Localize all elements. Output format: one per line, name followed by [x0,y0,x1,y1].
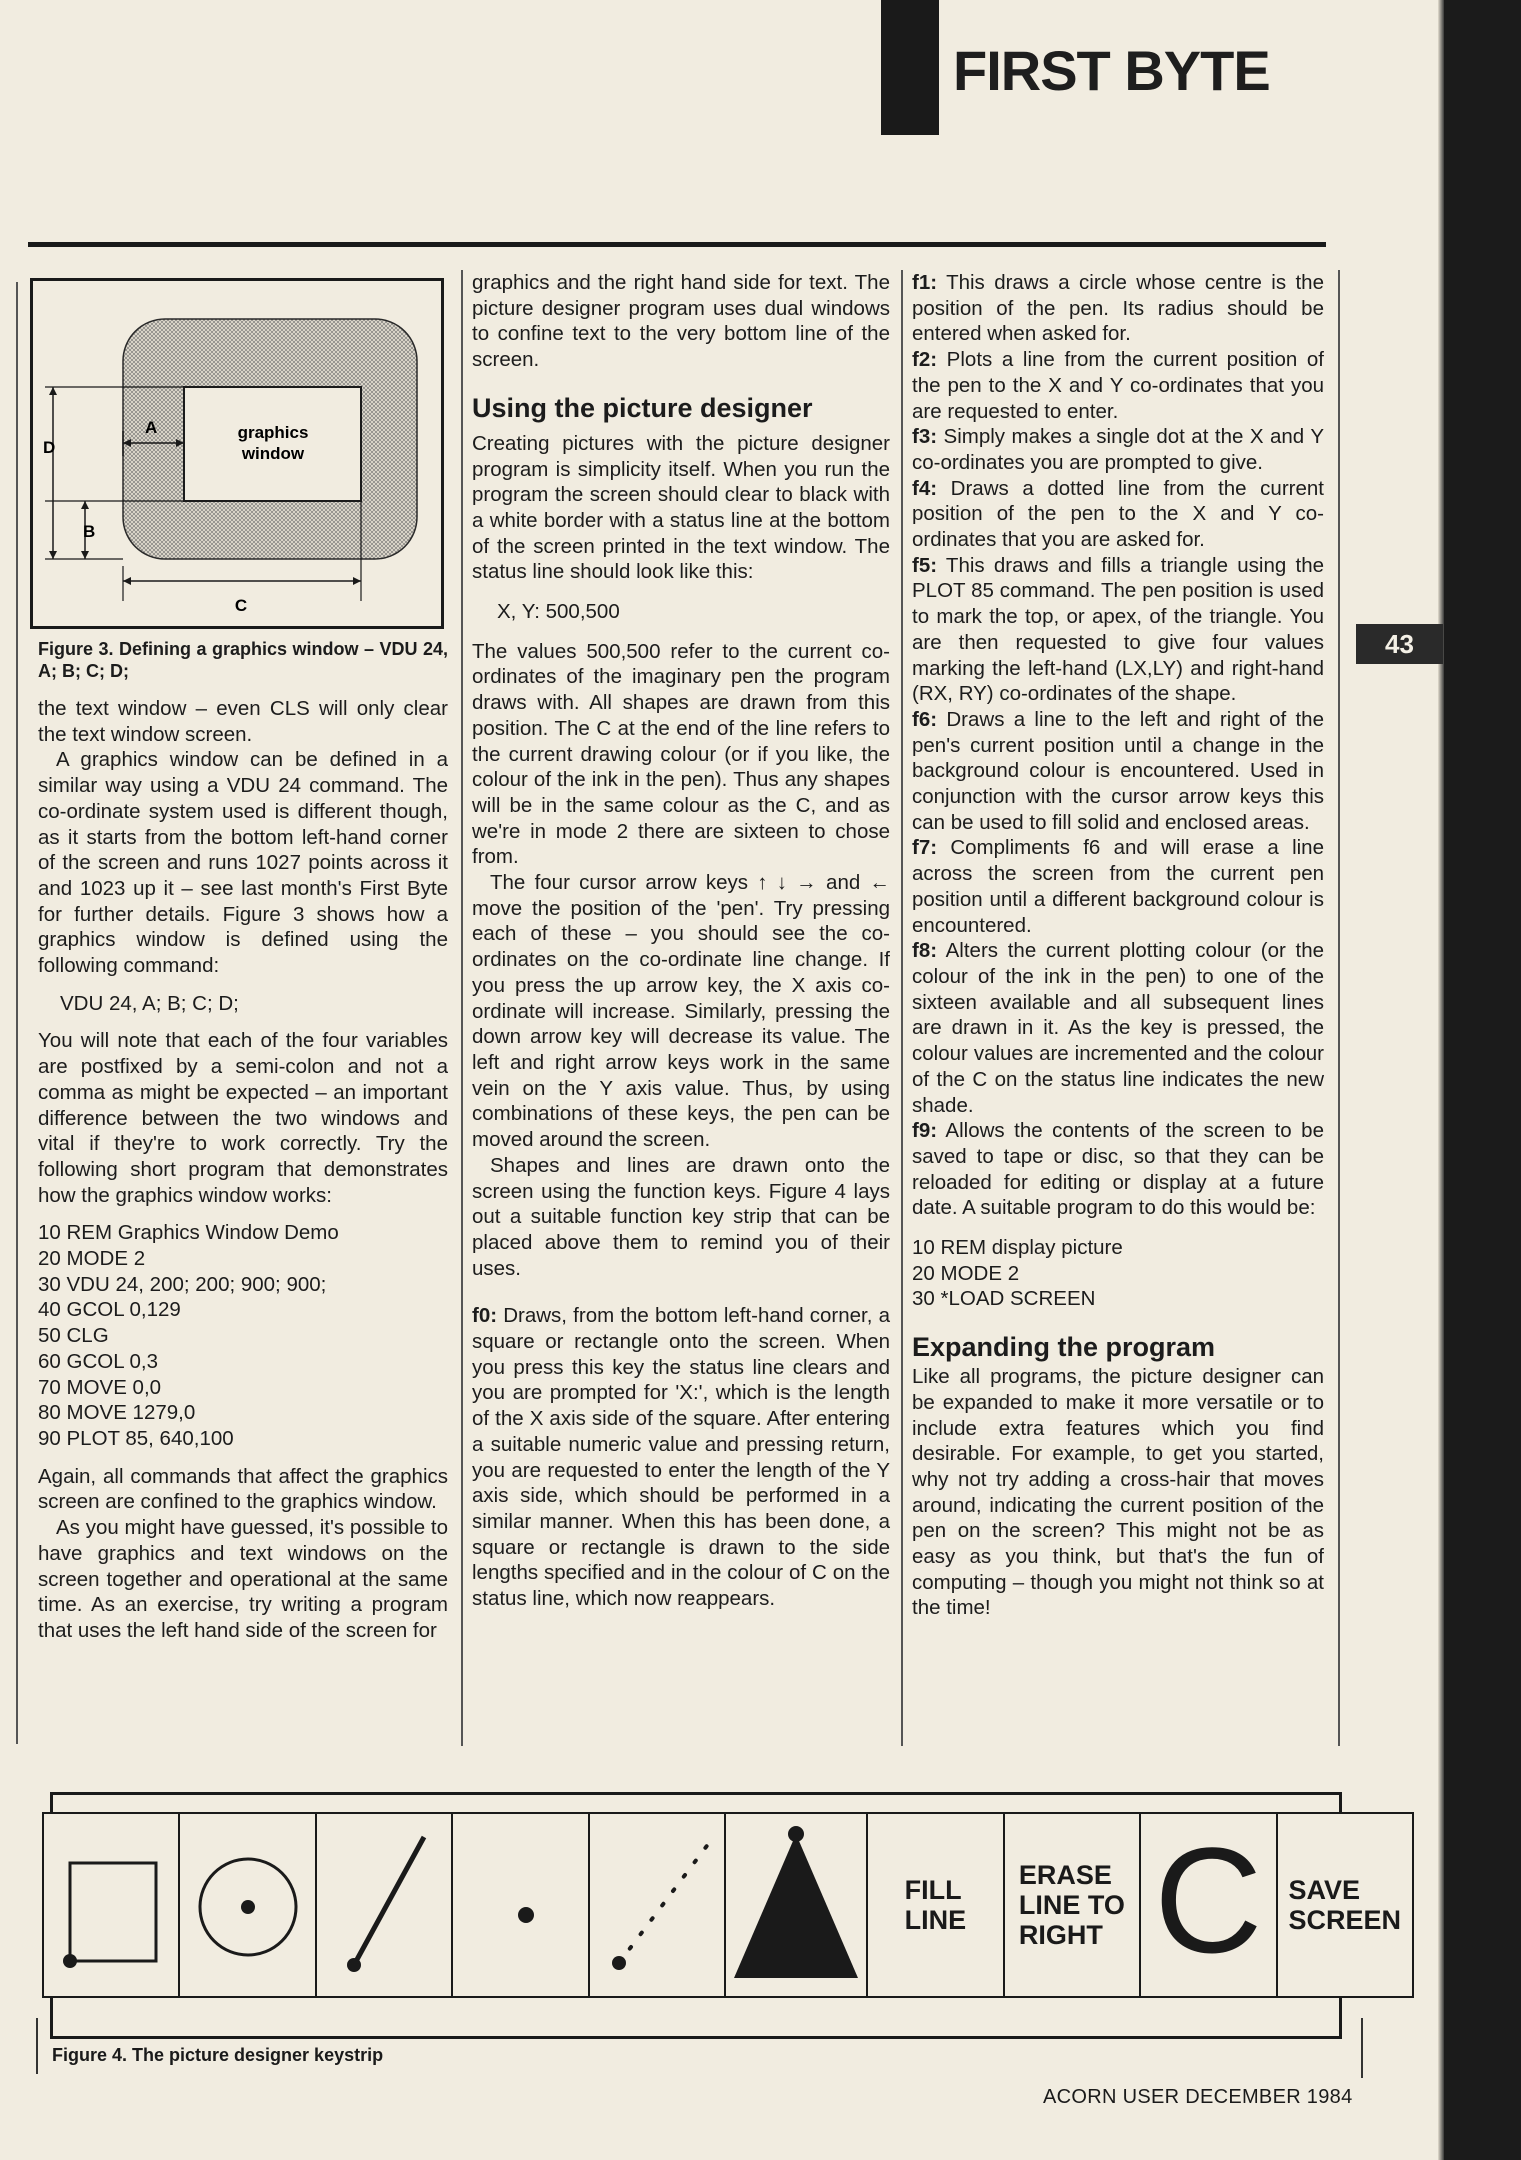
key-f9-save-screen [1278,1814,1412,1996]
divider [1361,2018,1363,2078]
code-line: 70 MOVE 0,0 [38,1375,162,1399]
key-label-line: LINE TO [1018,1890,1125,1920]
code-line: VDU 24, A; B; C; D; [60,991,239,1015]
function-key-f0 [472,1303,890,1611]
paragraph: A graphics window can be defined in a similar way using a VDU 24 command. The co-ordinate system used is different though, as it starts from the bottom left-hand corner of the screen and runs 1027 points across it and 1023 up it – see last month's First Byte for further details. Figure 3 shows how a graphics window is defined using the following command: [38,748,448,978]
column-1 [38,638,448,1644]
figure-4-caption: Figure 4. The picture designer keystrip [52,2045,384,2065]
window-label: window [241,444,305,463]
column-divider [461,270,463,1746]
dot-icon [461,1835,581,1975]
fkey-label: f5: [912,553,938,577]
column-divider [1338,270,1340,1746]
page-edge [1444,0,1521,2160]
label-c: C [234,596,248,615]
label-b: B [83,522,96,541]
program-listing [912,1235,1324,1312]
line-icon [324,1825,444,1985]
fkey-label: f9: [912,1119,938,1143]
fkey-description: Draws a dotted line from the current position of the pen to the X and Y co-ordinates that you are asked for. [912,476,1324,552]
fkey-description: Compliments f6 and will erase a line across the screen from the current pen position until a different background colour is encountered. [912,836,1324,937]
fkey-description: This draws a circle whose centre is the position of the pen. Its radius should be entered when asked for. [912,271,1324,346]
key-f4-dotted-line [590,1814,726,1996]
key-f8-colour [1141,1814,1277,1996]
fkey-label: f4: [912,476,938,500]
paragraph: Like all programs, the picture designer can be expanded to make it more versatile or to include extra features which you find desirable. For example, to get you started, why not try adding a cross-hair that moves around, indicating the current position of the pen on the screen? This might not be as easy as you think, but that's the fun of computing – though you might not think so at the time! [912,1365,1324,1620]
square-icon [56,1835,166,1975]
header-bar [881,0,939,135]
divider [36,2018,38,2074]
fkey-description: Simply makes a single dot at the X and Y co-ordinates you are prompted to give. [912,425,1324,474]
fkey-description: Draws a line to the left and right of the pen's current position until a change in the background colour is encountered. Used in conjunction with the cursor arrow keys this can be used to fill solid and enclosed areas. [912,707,1324,834]
code-line: 80 MOVE 1279,0 [38,1401,196,1425]
code-line: 50 CLG [38,1324,109,1348]
paragraph: the text window – even CLS will only clear the text window screen. [38,697,448,746]
section-heading: Expanding the program [912,1332,1216,1363]
function-key-item [912,424,1324,475]
section-heading: Using the picture designer [472,392,813,423]
status-line-example: X, Y: 500,500 [497,600,620,624]
function-key-item [912,1118,1324,1221]
header-title: FIRST BYTE [953,39,1270,102]
paragraph: graphics and the right hand side for text. The picture designer program uses dual windows to confine text to the very bottom line of the screen. [472,271,890,372]
paragraph: Again, all commands that affect the graphics screen are confined to the graphics window. [38,1464,448,1514]
program-listing [38,1220,448,1451]
key-label-line: SAVE [1288,1875,1360,1905]
code-line: 40 GCOL 0,129 [38,1298,181,1322]
fkey-label: f0: [472,1304,498,1328]
code-line: 30 VDU 24, 200; 200; 900; 900; [38,1272,327,1296]
column-3 [912,270,1324,1621]
code-line: 20 MODE 2 [912,1261,1020,1285]
graphics-label: graphics [237,423,309,442]
key-label-line: FILL [904,1875,962,1905]
fkey-description: Allows the contents of the screen to be saved to tape or disc, so that they can be reloaded for editing or display at a future date. A suitable program to do this would be: [912,1119,1324,1220]
function-key-item [912,270,1324,347]
paragraph: You will note that each of the four variables are postfixed by a semi-colon and not a comma as might be expected – an important difference between the two windows and vital if they're to work correctly. Try the following short program that demonstrates how the graphics window works: [38,1029,448,1207]
key-f5-triangle [726,1814,868,1996]
key-label-line: ERASE [1018,1860,1112,1890]
key-f7-erase-line [1005,1814,1141,1996]
column-divider [16,282,18,1744]
key-f6-fill-line [868,1814,1004,1996]
code-line: 10 REM display picture [912,1236,1123,1260]
fkey-description: Alters the current plotting colour (or the colour of the ink in the pen) to one of the sixteen available and all subsequent lines are drawn in it. As the key is pressed, the colour values are incremented and the colour of the C on the status line indicates the new shade. [912,939,1324,1117]
paragraph: The four cursor arrow keys ↑ ↓ → and ← move the position of the 'pen'. Try pressing each of these – you should see the co-ordinates on the co-ordinate line change. If you press the up arrow key, the X axis co-ordinate will increase. Similarly, pressing the down arrow key will decrease its value. The left and right arrow keys work in the same vein on the Y axis value. Thus, by using combinations of these keys, the pen can be moved around the screen. [472,871,890,1152]
code-line: 10 REM Graphics Window Demo [38,1221,339,1245]
key-f0-square [44,1814,180,1996]
key-label-line: LINE [904,1905,967,1935]
function-key-item [912,476,1324,553]
page-footer: ACORN USER DECEMBER 1984 [1043,2086,1353,2108]
key-label-line: RIGHT [1018,1920,1103,1950]
key-f2-line [317,1814,453,1996]
figure-3-caption: Figure 3. Defining a graphics window – VDU 24, A; B; C; D; [38,639,448,681]
fkey-description: Draws, from the bottom left-hand corner, a square or rectangle onto the screen. When you press this key the status line clears and you are prompted for 'X:', which is the length of the X axis side of the square. After entering a suitable numeric value and pressing return, you are requested to enter the length of the Y axis side, which should be performed in a similar manner. When this has been done, a square or rectangle is drawn to the side lengths specified and in the colour of C on the status line, which now reappears. [472,1304,890,1611]
function-key-item [912,835,1324,938]
fkey-label: f3: [912,425,938,449]
page-number-tab [1356,624,1443,664]
dotted-line-icon [597,1825,717,1985]
code-line: 30 *LOAD SCREEN [912,1287,1096,1311]
header-rule [28,242,1326,247]
fkey-description: Plots a line from the current position of the pen to the X and Y co-ordinates that you are requested to enter. [912,348,1324,423]
fkey-label: f7: [912,836,938,860]
fkey-label: f6: [912,707,938,731]
code-line: 90 PLOT 85, 640,100 [38,1426,234,1450]
fkey-description: This draws and fills a triangle using the PLOT 85 command. The pen position is used to mark the top, or apex, of the triangle. You are then requested to give four values marking the left-hand (LX,LY) and right-hand (RX, RY) co-ordinates of the shape. [912,553,1324,706]
label-a: A [145,418,158,437]
triangle-icon [726,1820,866,1990]
function-key-item [912,553,1324,707]
page-number: 43 [1385,628,1414,659]
column-divider [901,270,903,1746]
figure-4-keystrip [30,1780,1401,2040]
fkey-label: f8: [912,939,938,963]
fkey-label: f2: [912,348,938,372]
graphics-window-diagram [33,281,441,626]
figure-3-diagram [30,278,444,629]
key-f3-dot [453,1814,589,1996]
function-key-item [912,938,1324,1118]
paragraph: Shapes and lines are drawn onto the screen using the function keys. Figure 4 lays out a suitable function key strip that can be placed above them to remind you of their uses. [472,1153,890,1280]
paragraph: The values 500,500 refer to the current co-ordinates of the imaginary pen the program draws with. All shapes are drawn from this position. The C at the end of the line refers to the current drawing colour (or if you like, the colour of the ink in the pen). Thus any shapes will be in the same colour as the C, and as we're in mode 2 there are sixteen to chose from. [472,639,890,869]
code-line: 60 GCOL 0,3 [38,1349,159,1373]
label-d: D [43,438,56,457]
function-key-item [912,347,1324,424]
key-label-line: SCREEN [1288,1905,1401,1935]
code-line: 20 MODE 2 [38,1247,146,1271]
keystrip [42,1812,1414,1998]
colour-c-icon: C [1154,1816,1263,1984]
circle-icon [188,1835,308,1975]
column-2 [472,270,890,1612]
function-key-item [912,707,1324,836]
paragraph: As you might have guessed, it's possible to have graphics and text windows on the screen together and operational at the same time. As an exercise, try writing a program that uses the left hand side of the screen for [38,1516,448,1642]
key-f1-circle [180,1814,316,1996]
fkey-label: f1: [912,271,938,294]
paragraph: Creating pictures with the picture designer program is simplicity itself. When you run the program the screen should clear to black with a white border with a status line at the bottom of the screen printed in the text window. The status line should look like this: [472,431,890,584]
